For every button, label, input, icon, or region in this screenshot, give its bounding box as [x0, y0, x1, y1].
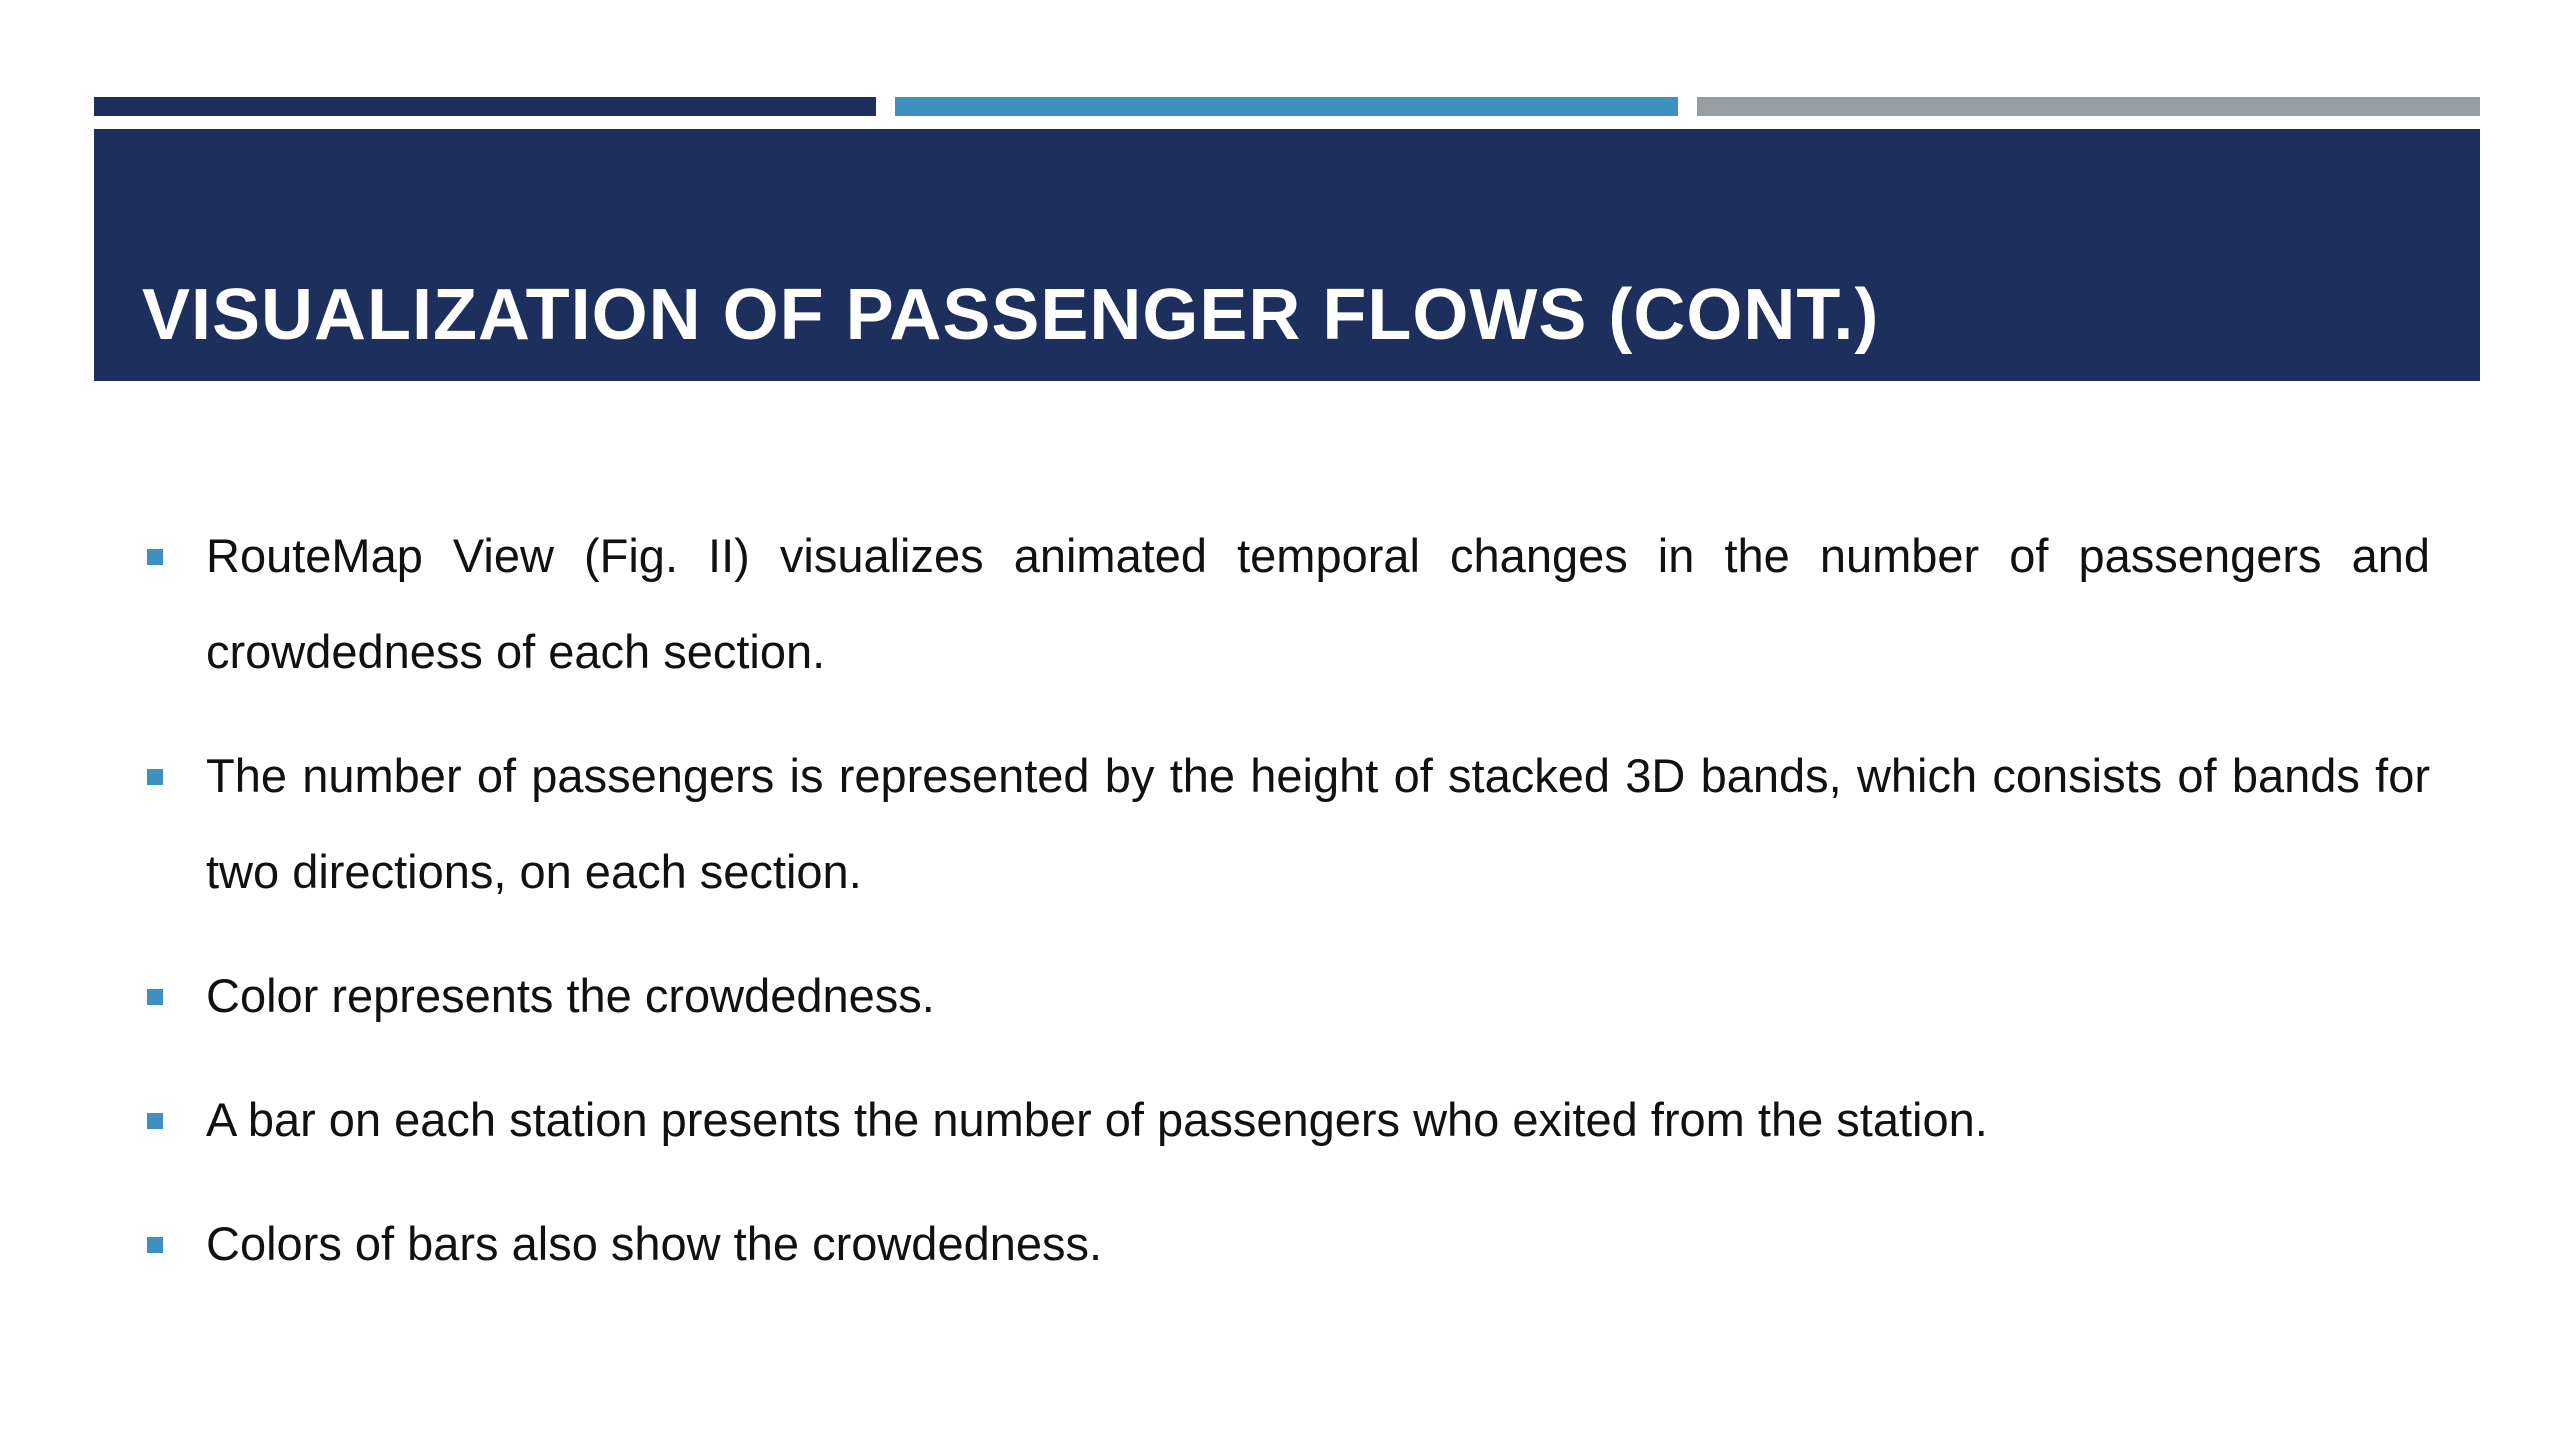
bullet-item-3 — [144, 948, 2430, 1044]
bullet-text: A bar on each station presents the number of passengers who exited from the station. — [206, 1093, 1988, 1146]
bullet-item-2 — [144, 728, 2430, 920]
bullet-item-1 — [144, 508, 2430, 700]
bullet-list — [144, 508, 2430, 1320]
accent-bar-navy — [94, 97, 876, 116]
bullet-text: Color represents the crowdedness. — [206, 969, 935, 1022]
slide-title: VISUALIZATION OF PASSENGER FLOWS (CONT.) — [142, 275, 1880, 355]
bullet-item-4 — [144, 1072, 2430, 1168]
bullet-text: RouteMap View (Fig. II) visualizes animated temporal changes in the number of passengers and crowdedness of each section. — [206, 529, 2430, 678]
title-band — [94, 129, 2480, 381]
square-bullet-icon — [147, 989, 163, 1005]
square-bullet-icon — [147, 1237, 163, 1253]
bullet-text: Colors of bars also show the crowdedness. — [206, 1217, 1103, 1270]
bullet-item-5 — [144, 1196, 2430, 1292]
square-bullet-icon — [147, 549, 163, 565]
square-bullet-icon — [147, 1113, 163, 1129]
accent-bar-blue — [895, 97, 1678, 116]
bullet-text: The number of passengers is represented by the height of stacked 3D bands, which consists of bands for two directions, on each section. — [206, 749, 2430, 898]
square-bullet-icon — [147, 769, 163, 785]
accent-bar-gray — [1697, 97, 2480, 116]
